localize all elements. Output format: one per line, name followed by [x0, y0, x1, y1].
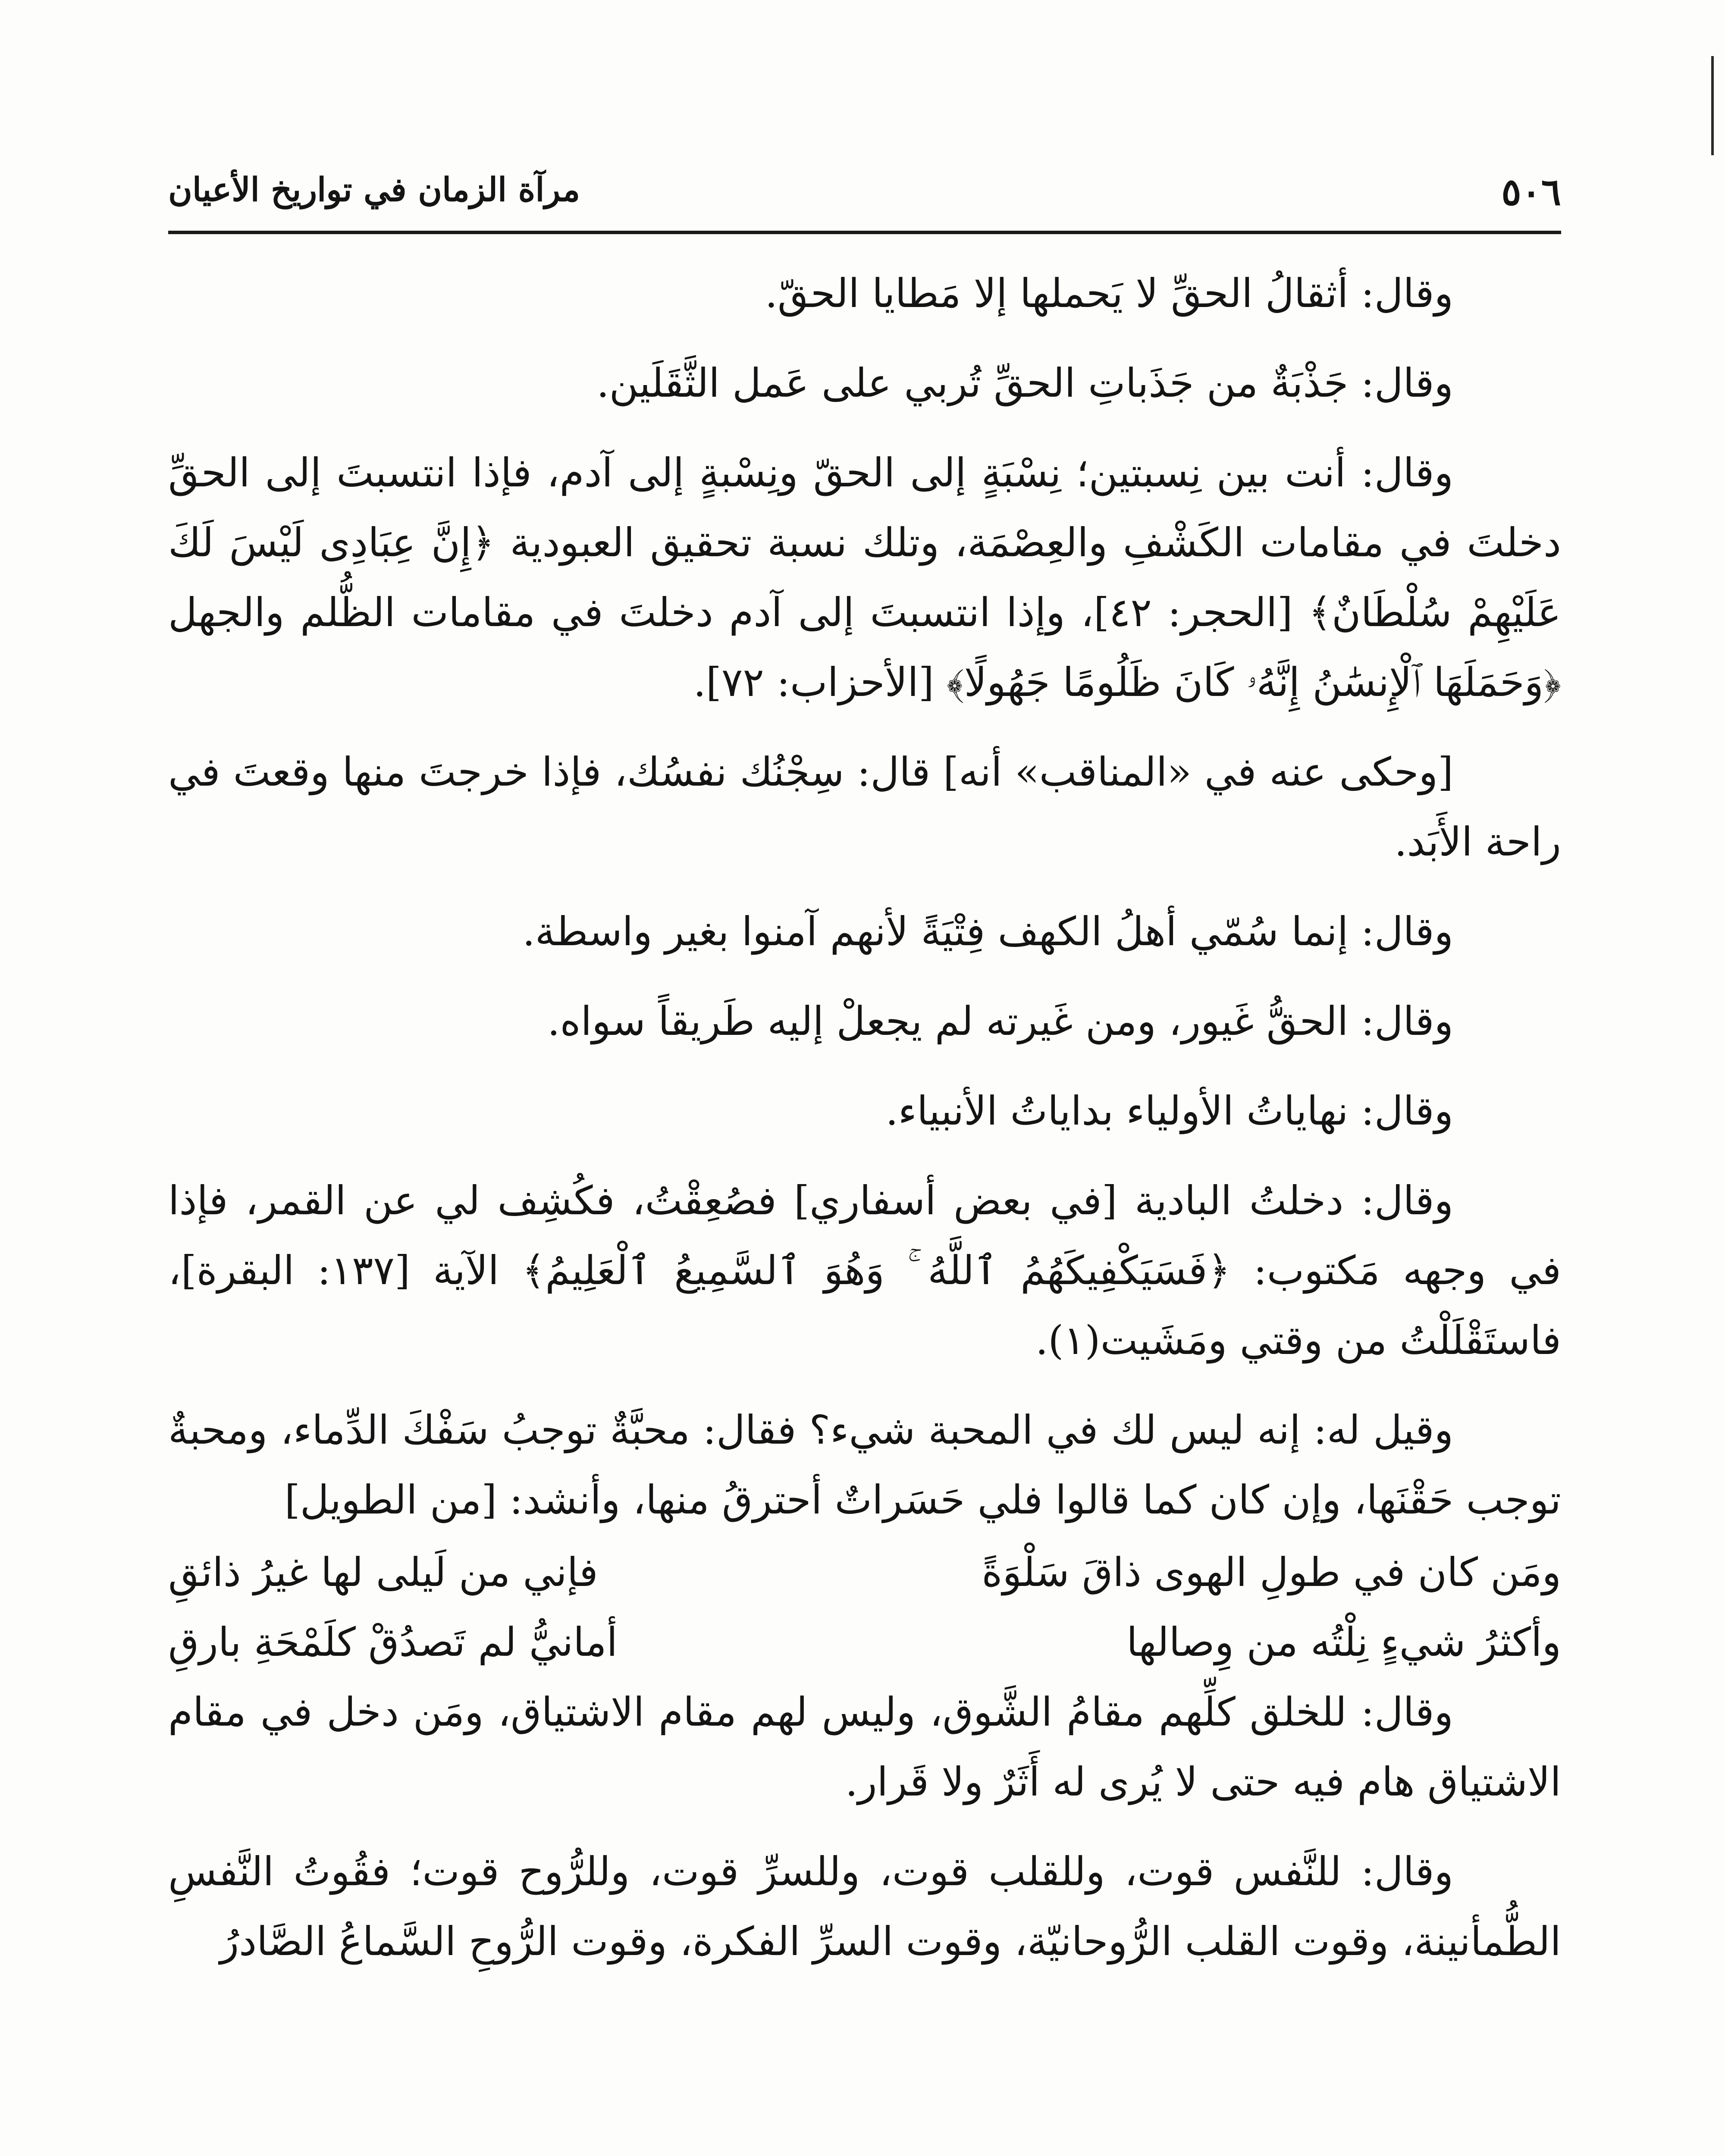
- body-text: [168, 259, 1561, 1996]
- paragraph: وقال: أثقالُ الحقِّ لا يَحملها إلا مَطايا الحقّ.: [765, 270, 1453, 317]
- header-rule: [168, 231, 1561, 234]
- running-title: مرآة الزمان في تواريخ الأعيان: [168, 170, 580, 209]
- poem-verse: [168, 1538, 1561, 1608]
- paragraph: وقال: نهاياتُ الأولياء بداياتُ الأنبياء.: [885, 1088, 1453, 1134]
- paragraph: وقال: جَذْبَةٌ من جَذَباتِ الحقِّ تُربي على عَمل الثَّقَلَين.: [596, 360, 1453, 406]
- paragraph: وقيل له: إنه ليس لك في المحبة شيء؟ فقال: محبَّةٌ توجبُ سَفْكَ الدِّماء، ومحبةٌ توجب حَقْنَها، وإن كان كما قالوا فلي حَسَراتٌ أحترقُ منها، وأنشد: [من الطويل]: [168, 1407, 1561, 1523]
- paragraph: وقال: إنما سُمّي أهلُ الكهف فِتْيَةً لأنهم آمنوا بغير واسطة.: [522, 909, 1453, 955]
- paragraph: وقال: للخلق كلِّهم مقامُ الشَّوق، وليس لهم مقام الاشتياق، ومَن دخل في مقام الاشتياق هام فيه حتى لا يُرى له أَثَرٌ ولا قَرار.: [168, 1689, 1561, 1805]
- paragraph: وقال: دخلتُ البادية [في بعض أسفاري] فصُعِقْتُ، فكُشِف لي عن القمر، فإذا في وجهه مَكتوب: ﴿فَسَيَكْفِيكَهُمُ ٱللَّهُ ۚ وَهُوَ ٱلسَّمِيعُ ٱلْعَلِيمُ﴾ الآية [١٣٧: البقرة]، فاستَقْلَلْتُ من وقتي ومَشَيت(١).: [168, 1178, 1561, 1363]
- paragraph: [وحكى عنه في «المناقب» أنه] قال: سِجْنُك نفسُك، فإذا خرجتَ منها وقعتَ في راحة الأَبَد.: [168, 749, 1561, 865]
- paragraph: وقال: للنَّفس قوت، وللقلب قوت، وللسرِّ قوت، وللرُّوح قوت؛ فقُوتُ النَّفسِ الطُّمأنينة، وقوت القلب الرُّوحانيّة، وقوت السرِّ الفكرة، وقوت الرُّوحِ السَّماعُ الصَّادرُ: [168, 1849, 1561, 1965]
- page-header: [168, 170, 1561, 222]
- verse-first-hemistich: وأكثرُ شيءٍ نِلْتُه من وِصالها: [1126, 1619, 1561, 1665]
- paragraph: وقال: أنت بين نِسبتين؛ نِسْبَةٍ إلى الحقّ ونِسْبةٍ إلى آدم، فإذا انتسبتَ إلى الحقِّ دخلتَ في مقامات الكَشْفِ والعِصْمَة، وتلك نسبة تحقيق العبودية ﴿إِنَّ عِبَادِى لَيْسَ لَكَ عَلَيْهِمْ سُلْطَانٌ﴾ [الحجر: ٤٢]، وإذا انتسبتَ إلى آدم دخلتَ في مقامات الظُّلم والجهل ﴿وَحَمَلَهَا ٱلْإِنسَٰنُ إِنَّهُۥ كَانَ ظَلُومًا جَهُولًا﴾ [الأحزاب: ٧٢].: [168, 450, 1561, 705]
- verse-second-hemistich: فإني من لَيلى لها غيرُ ذائقِ: [168, 1549, 598, 1595]
- page-number: ٥٠٦: [1501, 170, 1561, 214]
- poem-verse: [168, 1608, 1561, 1677]
- verse-second-hemistich: أمانيُّ لم تَصدُقْ كلَمْحَةِ بارقِ: [168, 1619, 618, 1665]
- scan-edge-mark: [1711, 56, 1714, 155]
- verse-first-hemistich: ومَن كان في طولِ الهوى ذاقَ سَلْوَةً: [982, 1549, 1561, 1595]
- paragraph: وقال: الحقُّ غَيور، ومن غَيرته لم يجعلْ إليه طَريقاً سواه.: [547, 998, 1453, 1044]
